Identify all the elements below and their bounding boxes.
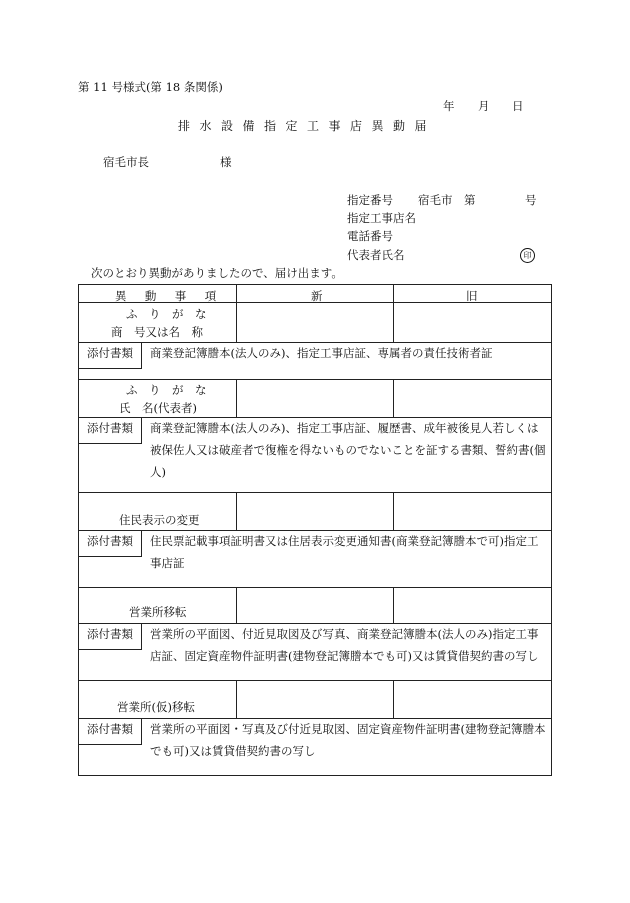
s3-attachment-text: 住民票記載事項証明書又は住居表示変更通知書(商業登記簿謄本で可)指定工事店証 bbox=[150, 534, 539, 570]
s3-label: 住民表示の変更 bbox=[119, 513, 200, 527]
s1-label: 商 号又は名 称 bbox=[111, 325, 203, 339]
s4-attachment-label: 添付書類 bbox=[79, 623, 142, 650]
col-header-item: 異 動 事 項 bbox=[115, 289, 220, 303]
s4-attachment-text: 営業所の平面図、付近見取図及び写真、商業登記簿謄本(法人のみ)指定工事店証、固定資産物件証明書(建物登記簿謄本でも可)又は賃貸借契約書の写し bbox=[150, 627, 539, 663]
s1-furigana: ふ り が な bbox=[126, 307, 207, 321]
s5-label: 営業所(仮)移転 bbox=[117, 700, 195, 714]
s2-attachment-text: 商業登記簿謄本(法人のみ)、指定工事店証、履歴書、成年被後見人若しくは被保佐人又は破産者で復権を得ないものでないことを証する書類、誓約書(個人) bbox=[150, 421, 546, 479]
date-day: 日 bbox=[512, 99, 524, 113]
designation-city: 宿毛市 bbox=[418, 193, 453, 207]
s5-attachment-label: 添付書類 bbox=[79, 718, 142, 745]
s1-attachment-label: 添付書類 bbox=[79, 342, 142, 369]
date-year: 年 bbox=[443, 99, 455, 113]
form-title: 排水設備指定工事店異動届 bbox=[178, 119, 437, 133]
s2-attachment-label: 添付書類 bbox=[79, 417, 142, 444]
designation-number-label: 指定番号 bbox=[347, 193, 393, 207]
s5-attachment-text: 営業所の平面図・写真及び付近見取図、固定資産物件証明書(建物登記簿謄本でも可)又は賃貸借契約書の写し bbox=[150, 722, 546, 758]
s1-attachment-text: 商業登記簿謄本(法人のみ)、指定工事店証、専属者の責任技術者証 bbox=[150, 346, 493, 360]
s2-furigana: ふ り が な bbox=[126, 383, 207, 397]
s4-label: 営業所移転 bbox=[129, 605, 187, 619]
addressee: 宿毛市長 bbox=[103, 155, 149, 169]
designation-dai: 第 bbox=[464, 193, 476, 207]
s3-attachment-label: 添付書類 bbox=[79, 530, 142, 557]
representative-label: 代表者氏名 bbox=[347, 248, 405, 262]
designation-go: 号 bbox=[525, 193, 537, 207]
honorific: 様 bbox=[220, 155, 232, 169]
s2-label: 氏 名(代表者) bbox=[119, 401, 197, 415]
seal-mark: 印 bbox=[520, 248, 535, 263]
col-header-new: 新 bbox=[311, 289, 323, 303]
col-header-old: 旧 bbox=[466, 289, 478, 303]
change-items-table bbox=[78, 284, 552, 776]
form-number: 第 11 号様式(第 18 条関係) bbox=[78, 80, 223, 94]
shop-name-label: 指定工事店名 bbox=[347, 211, 416, 225]
phone-label: 電話番号 bbox=[347, 229, 393, 243]
intro-text: 次のとおり異動がありましたので、届け出ます。 bbox=[91, 266, 343, 280]
date-month: 月 bbox=[478, 99, 490, 113]
